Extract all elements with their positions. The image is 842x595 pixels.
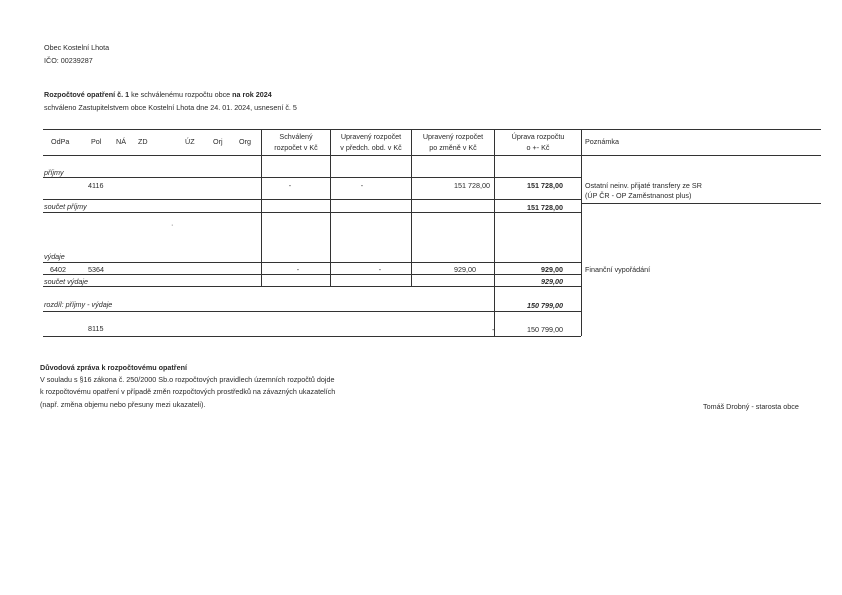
row-line-soucet-vydaje bbox=[43, 286, 581, 287]
col-header-po-zmene bbox=[412, 131, 494, 153]
stray-mark: · bbox=[171, 220, 174, 229]
col-divider-uprava bbox=[581, 129, 582, 336]
prijmy-uprava: 151 728,00 bbox=[527, 181, 563, 190]
vydaje-po-zmene: 929,00 bbox=[454, 265, 476, 274]
soucet-prijmy-label: součet příjmy bbox=[44, 202, 87, 211]
vydaje-pol: 5364 bbox=[88, 265, 104, 274]
col-header-zd: ZD bbox=[138, 137, 148, 146]
document-subtitle: schváleno Zastupitelstvem obce Kostelní Lhota dne 24. 01. 2024, usnesení č. 5 bbox=[44, 103, 297, 112]
col-header-schvaleny bbox=[262, 131, 330, 153]
title-measure-number: Rozpočtové opatření č. 1 bbox=[44, 90, 130, 99]
prijmy-upraveny: - bbox=[360, 181, 364, 190]
vydaje-upraveny: - bbox=[378, 265, 382, 274]
title-year: na rok 2024 bbox=[232, 90, 272, 99]
financovani-sign: - bbox=[492, 325, 495, 334]
col-header-upraveny-line2: v předch. obd. v Kč bbox=[340, 143, 402, 153]
prijmy-note-line2: (ÚP ČR - OP Zaměstnanost plus) bbox=[585, 191, 692, 201]
col-header-odpa: OdPa bbox=[51, 137, 70, 146]
rozdil-value: 150 799,00 bbox=[527, 301, 563, 310]
municipality-ico: IČO: 00239287 bbox=[44, 56, 93, 65]
financovani-pol: 8115 bbox=[88, 324, 104, 333]
row-line-rozdil bbox=[43, 311, 581, 312]
row-line-note-bottom bbox=[581, 203, 821, 204]
col-header-po-zmene-line2: po změně v Kč bbox=[429, 143, 477, 153]
prijmy-note-line1: Ostatní neinv. přijaté transfery ze SR bbox=[585, 181, 702, 190]
section-label-vydaje: výdaje bbox=[44, 252, 65, 261]
rozdil-label: rozdíl: příjmy - výdaje bbox=[44, 300, 113, 309]
table-top-border bbox=[43, 129, 821, 130]
col-header-schvaleny-line2: rozpočet v Kč bbox=[274, 143, 318, 153]
col-header-orj: Orj bbox=[213, 137, 223, 146]
vydaje-schvaleny: - bbox=[296, 265, 300, 274]
col-header-schvaleny-line1: Schválený bbox=[279, 132, 313, 141]
col-header-poznamka: Poznámka bbox=[585, 137, 619, 146]
col-header-po-zmene-line1: Upravený rozpočet bbox=[422, 132, 484, 141]
prijmy-schvaleny: - bbox=[288, 181, 292, 190]
col-header-upraveny bbox=[331, 131, 411, 153]
row-line-vydaje bbox=[43, 262, 581, 263]
prijmy-note bbox=[585, 181, 702, 202]
col-header-uprava-line1: Úprava rozpočtu bbox=[511, 132, 565, 141]
row-line-soucet-prijmy bbox=[43, 212, 581, 213]
soucet-vydaje-value: 929,00 bbox=[541, 277, 563, 286]
soucet-vydaje-label: součet výdaje bbox=[44, 277, 88, 286]
col-header-uprava bbox=[495, 131, 581, 153]
title-middle: ke schválenému rozpočtu obce bbox=[129, 90, 233, 99]
signature: Tomáš Drobný - starosta obce bbox=[703, 402, 799, 411]
col-header-uz: ÚZ bbox=[185, 137, 195, 146]
col-header-na: NÁ bbox=[116, 137, 126, 146]
justification-line2: k rozpočtovému opatření v případě změn rozpočtových prostředků na závazných ukazatelích bbox=[40, 387, 336, 397]
row-line-prijmy-item bbox=[43, 199, 581, 200]
justification-text bbox=[40, 374, 335, 411]
municipality-name: Obec Kostelní Lhota bbox=[44, 43, 110, 52]
col-header-upraveny-line1: Upravený rozpočet bbox=[340, 132, 402, 141]
justification-line3: (např. změna objemu nebo přesuny mezi ukazateli). bbox=[40, 399, 206, 409]
vydaje-odpa: 6402 bbox=[50, 265, 66, 274]
justification-heading: Důvodová zpráva k rozpočtovému opatření bbox=[40, 363, 187, 372]
row-line-vydaje-item bbox=[43, 274, 581, 275]
document-title bbox=[44, 91, 272, 98]
table-header-bottom bbox=[43, 155, 821, 156]
justification-line1: V souladu s §16 zákona č. 250/2000 Sb.o rozpočtových pravidlech územních rozpočtů dojde bbox=[40, 375, 335, 384]
section-label-prijmy: příjmy bbox=[44, 168, 64, 177]
prijmy-po-zmene: 151 728,00 bbox=[454, 181, 490, 190]
prijmy-pol: 4116 bbox=[88, 181, 104, 190]
col-header-org: Org bbox=[239, 137, 251, 146]
financovani-value: 150 799,00 bbox=[527, 325, 563, 334]
vydaje-note: Finanční vypořádání bbox=[585, 265, 651, 274]
row-line-prijmy bbox=[43, 177, 581, 178]
col-header-pol: Pol bbox=[91, 137, 102, 146]
col-header-uprava-line2: o +- Kč bbox=[526, 143, 550, 153]
table-bottom-border bbox=[43, 336, 581, 337]
vydaje-uprava: 929,00 bbox=[541, 265, 563, 274]
soucet-prijmy-value: 151 728,00 bbox=[527, 203, 563, 212]
